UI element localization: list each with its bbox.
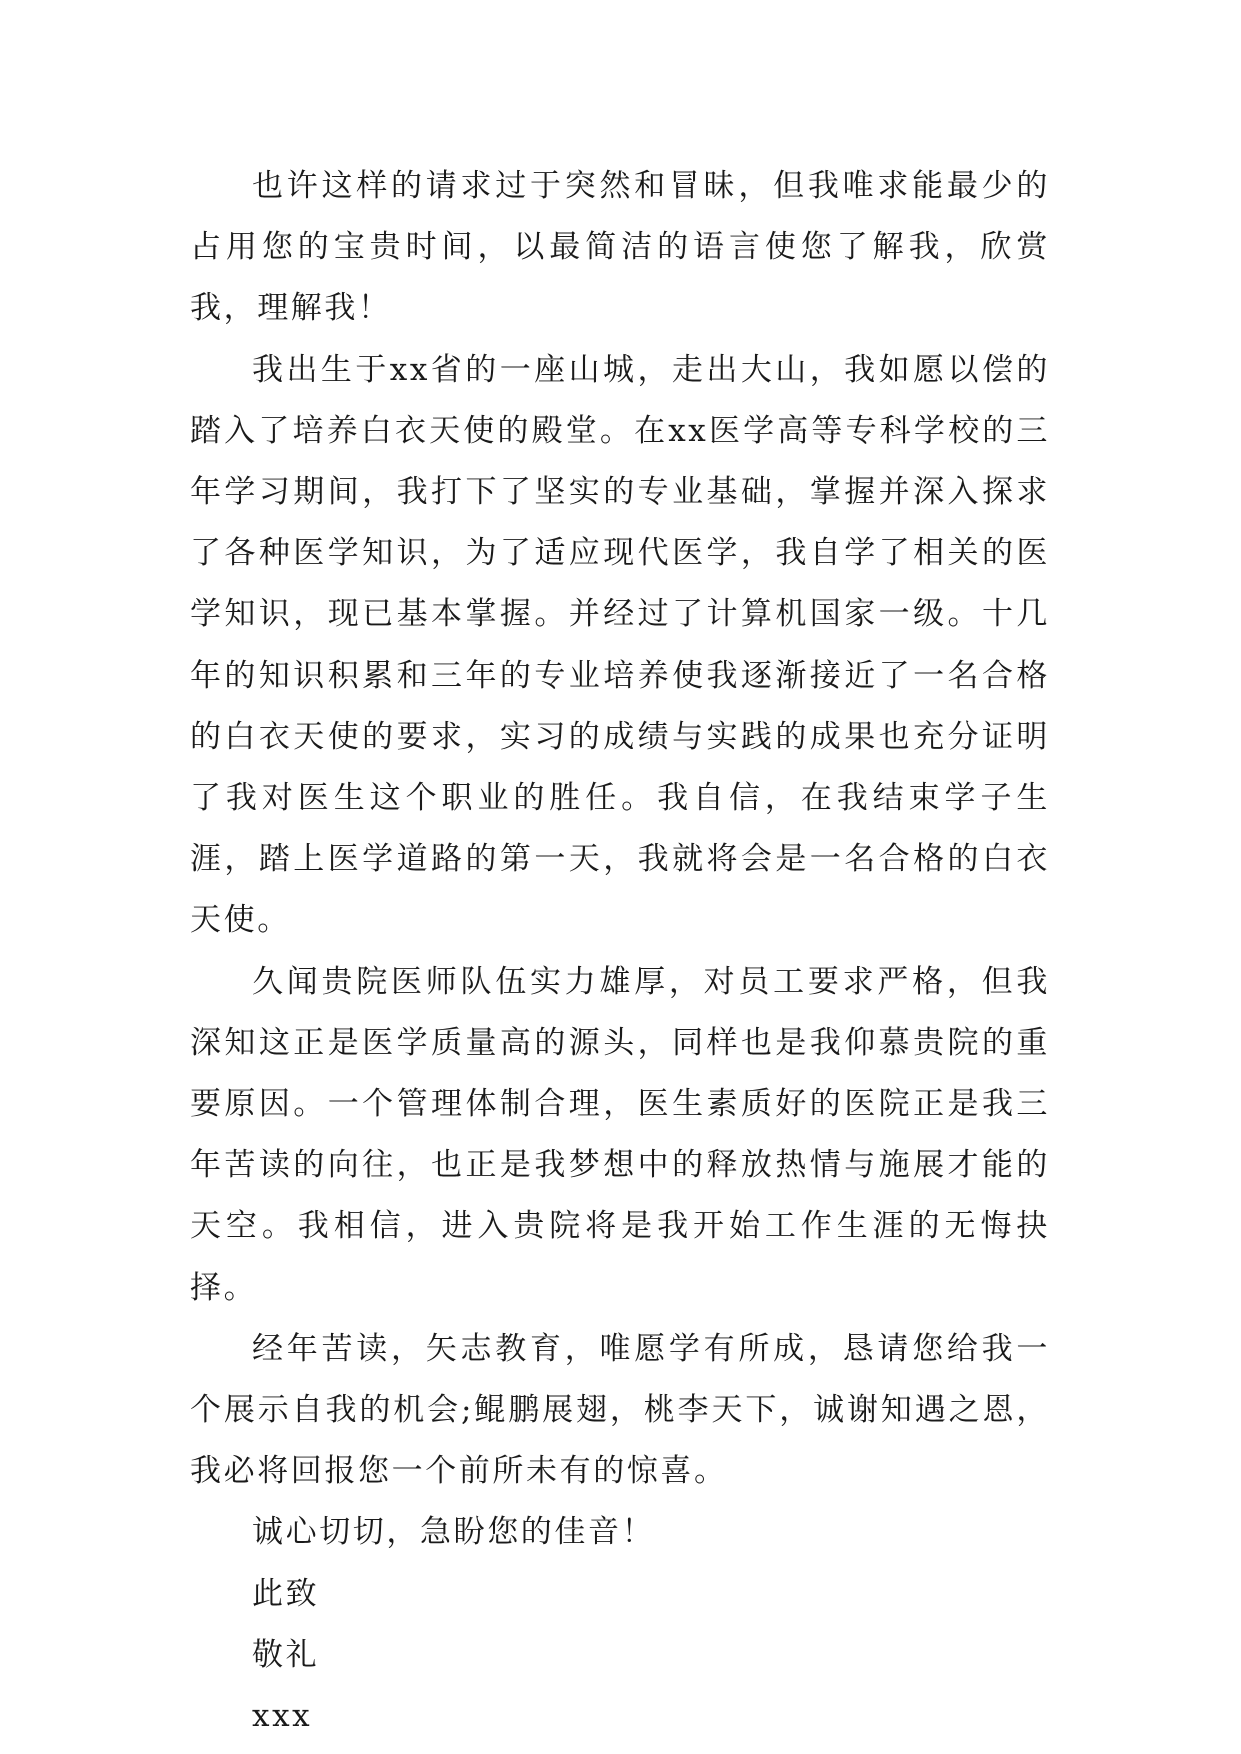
salutation-jingli: 敬礼 — [252, 1636, 320, 1673]
letter-paragraph-3: 久闻贵院医师队伍实力雄厚，对员工要求严格，但我深知这正是医学质量高的源头，同样也是我仰慕贵院的重要原因。一个管理体制合理，医生素质好的医院正是我三年苦读的向往，也正是我梦想中的释放热情与施展才能的天空。我相信，进入贵院将是我开始工作生涯的无悔抉择。 — [190, 963, 1050, 1306]
closing-line: 诚心切切，急盼您的佳音！ — [252, 1514, 656, 1551]
letter-paragraph-1: 也许这样的请求过于突然和冒昧，但我唯求能最少的占用您的宝贵时间，以最简洁的语言使您了解我，欣赏我，理解我！ — [190, 168, 1050, 327]
letter-paragraph-4: 经年苦读，矢志教育，唯愿学有所成，恳请您给我一个展示自我的机会;鲲鹏展翅，桃李天下，诚谢知遇之恩，我必将回报您一个前所未有的惊喜。 — [190, 1330, 1050, 1490]
salutation-zhizhi: 此致 — [252, 1575, 320, 1612]
signature: xxx — [252, 1698, 313, 1735]
letter-body — [190, 156, 1050, 1747]
letter-paragraph-2: 我出生于xx省的一座山城，走出大山，我如愿以偿的踏入了培养白衣天使的殿堂。在xx医学高等专科学校的三年学习期间，我打下了坚实的专业基础，掌握并深入探求了各种医学知识，为了适应现代医学，我自学了相关的医学知识，现已基本掌握。并经过了计算机国家一级。十几年的知识积累和三年的专业培养使我逐渐接近了一名合格的白衣天使的要求，实习的成绩与实践的成果也充分证明了我对医生这个职业的胜任。我自信，在我结束学子生涯，踏上医学道路的第一天，我就将会是一名合格的白衣天使。 — [190, 351, 1050, 939]
